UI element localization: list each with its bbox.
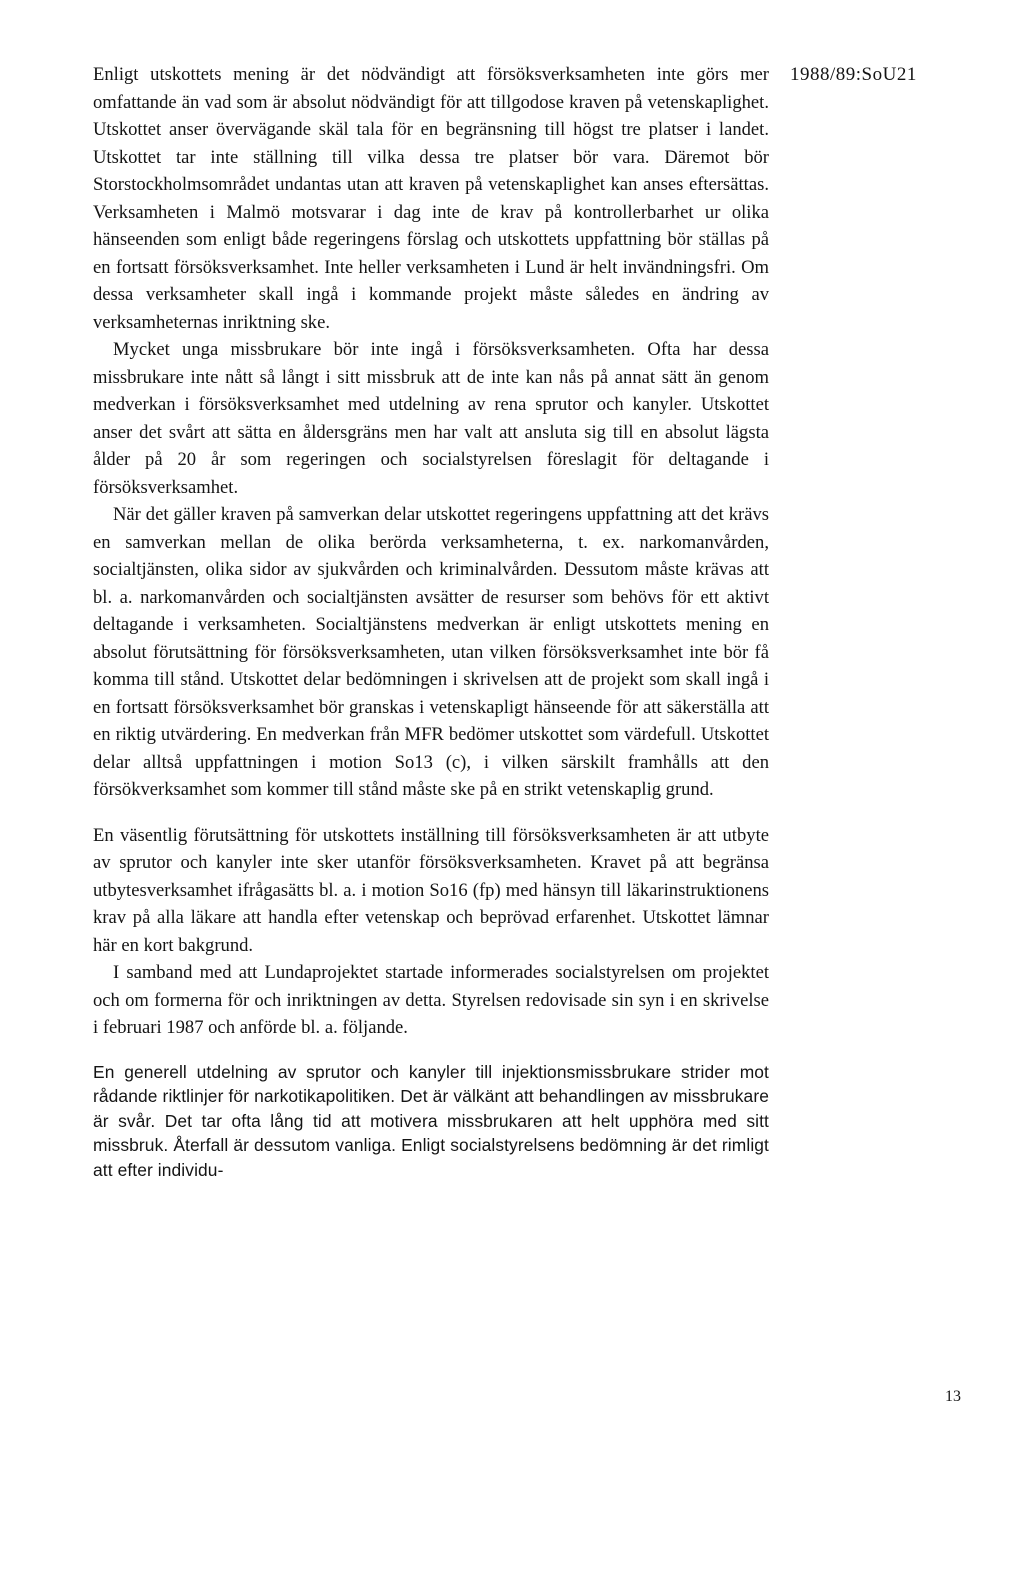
paragraph-5: I samband med att Lundaprojektet startade informerades socialstyrelsen om projektet och om formerna för och inriktningen av detta. Styrelsen redovisade sin syn i en skrivelse i februari 1987 och anförde bl. a. följande. [93,962,769,1038]
paragraph-4: En väsentlig förutsättning för utskottets inställning till försöksverksamheten är att utbyte av sprutor och kanyler inte sker utanför försöksverksamheten. Kravet på att begränsa utbytesverksamhet ifrågasätts bl. a. i motion So16 (fp) med hänsyn till läkarinstruktionens krav på alla läkare att handla efter vetenskap och beprövad erfarenhet. Utskottet lämnar här en kort bakgrund. [93,824,769,956]
body-text [93,61,769,1182]
paragraph-1: Enligt utskottets mening är det nödvändigt att försöksverksamheten inte görs mer omfattande än vad som är absolut nödvändigt för att tillgodose kraven på vetenskaplighet. Utskottet anser övervägande skäl tala för en begränsning till högst tre platser i landet. Utskottet tar inte ställning till vilka dessa tre platser bör vara. Däremot bör Storstockholmsområdet undantas utan att kraven på vetenskaplighet kan anses eftersättas. Verksamheten i Malmö motsvarar i dag inte de krav på kontrollerbarhet ur olika hänseenden som enligt både regeringens förslag och utskottets uppfattning bör ställas på en fortsatt försöksverksamhet. Inte heller verksamheten i Lund är helt invändningsfri. Om dessa verksamheter skall ingå i kommande projekt måste således en ändring av verksamheternas inriktning ske. [93,64,769,333]
document-reference: 1988/89:SoU21 [790,64,917,85]
paragraph-3: När det gäller kraven på samverkan delar utskottet regeringens uppfattning att det krävs en samverkan mellan de olika berörda verksamheterna, t. ex. narkomanvården, socialtjänsten, olika sidor av sjukvården och kriminalvården. Dessutom måste krävas att bl. a. narkomanvården och socialtjänsten avsätter de resurser som behövs för ett aktivt deltagande i verksamheten. Socialtjänstens medverkan är enligt utskottets mening en absolut förutsättning för försöksverksamheten, utan vilken försöksverksamhet inte bör få komma till stånd. Utskottet delar bedömningen i skrivelsen att de projekt som skall ingå i en fortsatt försöksverksamhet bör granskas i vetenskapligt hänseende för att säkerställa att en riktig utvärdering. En medverkan från MFR bedömer utskottet som värdefull. Utskottet delar alltså uppfattningen i motion So13 (c), i vilken särskilt framhålls att den försökverksamhet som kommer till stånd måste ske på en strikt vetenskaplig grund. [93,504,769,800]
paragraph-2: Mycket unga missbrukare bör inte ingå i försöksverksamheten. Ofta har dessa missbrukare inte nått så långt i sitt missbruk att de inte kan nås på annat sätt än genom medverkan i försöksverksamhet med utdelning av rena sprutor och kanyler. Utskottet anser det svårt att sätta en åldersgräns men har valt att ansluta sig till en absolut lägsta ålder på 20 år som regeringen och socialstyrelsen föreslagit för deltagande i försöksverksamhet. [93,339,769,498]
quoted-passage: En generell utdelning av sprutor och kanyler till injektionsmissbrukare strider mot rådande riktlinjer för narkotikapolitiken. Det är välkänt att behandlingen av missbrukare är svår. Det tar ofta lång tid att motivera missbrukaren att helt upphöra med sitt missbruk. Återfall är dessutom vanliga. Enligt socialstyrelsens bedömning är det rimligt att efter individu- [93,1061,769,1180]
page-number: 13 [945,1388,961,1405]
